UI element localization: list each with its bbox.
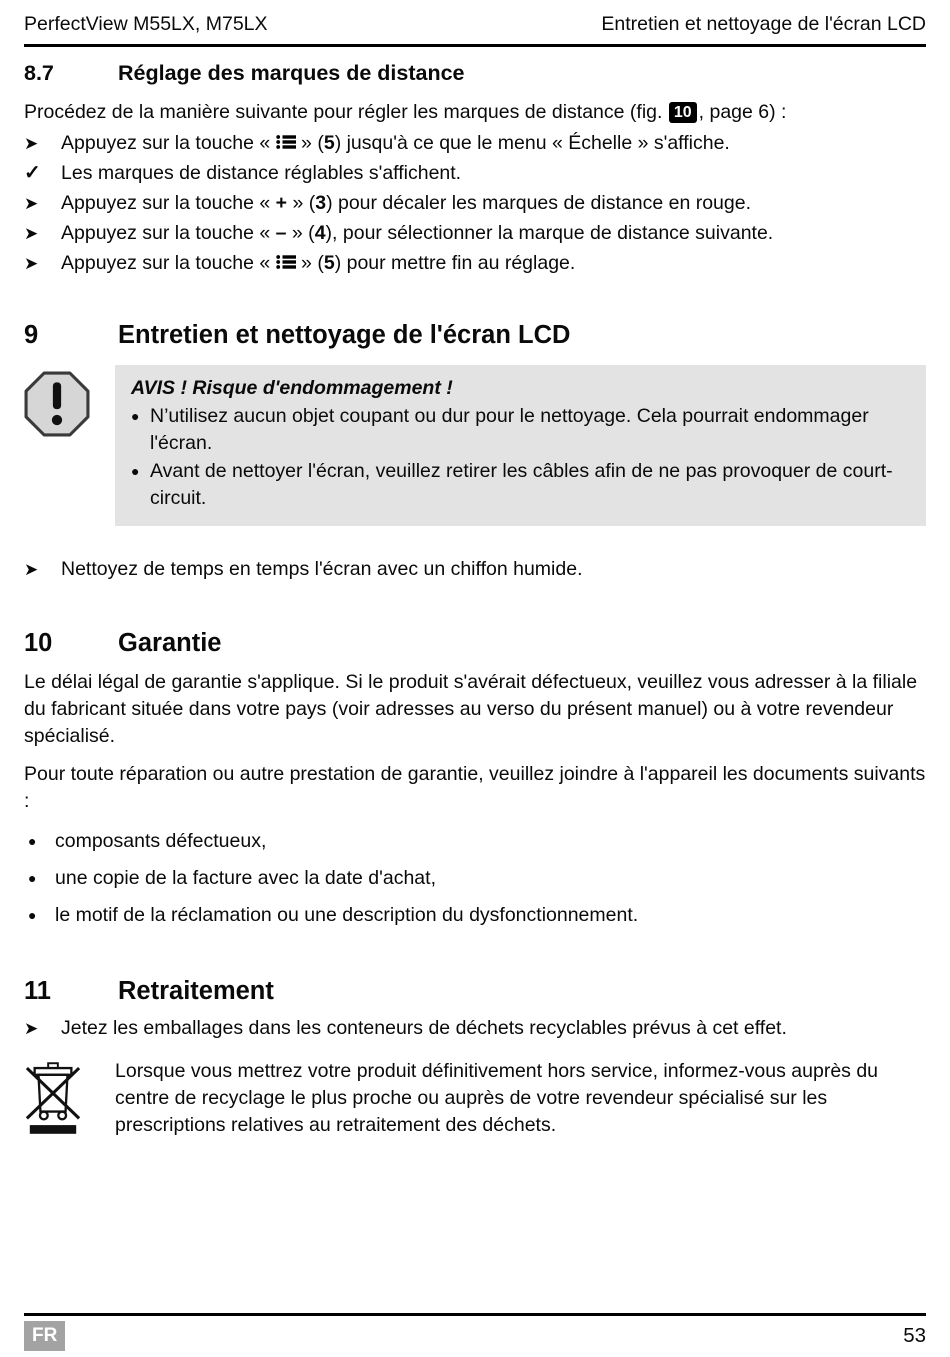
step-text-segment: ) jusqu'à ce que le menu « Échelle » s'affiche. [334,132,730,154]
section-10-heading [24,629,926,658]
list-item-text: composants défectueux, [55,830,267,852]
step-arrow-icon: ➤ [24,560,39,579]
section-number: 10 [24,629,53,657]
section-8-7-intro [24,99,926,126]
step-text-segment: » ( [287,192,316,214]
step-arrow-icon: ➤ [24,1019,39,1038]
intro-text-post: , page 6) : [698,101,787,123]
page-header [24,10,926,44]
menu-icon [276,254,296,270]
warning-octagon-icon [24,365,115,526]
warranty-paragraph-2: Pour toute réparation ou autre prestation de garantie, veuillez joindre à l'appareil les documents suivants : [24,763,926,812]
figure-number-badge: 10 [669,102,697,123]
step-text-segment: » ( [295,132,324,154]
list-item-text: le motif de la réclamation ou une description du dysfonctionnement. [55,904,639,926]
button-number: 4 [314,222,326,244]
notice-box [115,365,926,526]
button-number: 5 [323,252,335,274]
step-text [61,130,926,157]
bullet-icon: ● [28,907,37,923]
step-item [24,190,926,217]
footer-row [24,1321,926,1351]
step-text-segment: Appuyez sur la touche « [61,252,276,274]
language-badge: FR [24,1321,65,1351]
warranty-document-list [24,828,926,929]
list-item [24,865,926,892]
step-text [61,220,926,247]
step-arrow-icon: ➤ [24,134,39,153]
step-text-segment: ) pour décaler les marques de distance en rouge. [326,192,751,214]
section-title: Entretien et nettoyage de l'écran LCD [118,321,571,349]
bullet-icon: ● [131,408,140,424]
step-item [24,250,926,277]
step-item [24,130,926,157]
section-number: 8.7 [24,61,54,85]
section-number: 9 [24,321,39,349]
step-text: Les marques de distance réglables s'affichent. [61,162,462,184]
step-list [24,130,926,277]
section-8-7-heading [24,61,926,86]
step-text-segment: » ( [295,252,324,274]
section-title: Garantie [118,629,222,657]
page-footer [24,1313,926,1351]
button-number: 3 [315,192,327,214]
menu-icon [276,134,296,150]
section-title: Réglage des marques de distance [118,61,465,85]
list-item [24,902,926,929]
button-symbol: + [275,192,288,214]
step-arrow-icon: ➤ [24,194,39,213]
damage-notice [24,365,926,526]
header-rule [24,44,926,47]
button-symbol: – [275,222,287,244]
header-chapter-title: Entretien et nettoyage de l'écran LCD [601,13,926,35]
notice-item-text: N’utilisez aucun objet coupant ou dur pour le nettoyage. Cela pourrait endommager l'écran. [150,405,869,454]
bullet-icon: ● [28,833,37,849]
step-text: Nettoyez de temps en temps l'écran avec un chiffon humide. [61,558,583,580]
step-item [24,556,926,583]
button-number: 5 [323,132,335,154]
intro-text-pre: Procédez de la manière suivante pour régler les marques de distance (fig. [24,101,668,123]
step-text [61,190,926,217]
section-title: Retraitement [118,977,274,1005]
notice-item [131,403,910,457]
step-text-segment: Appuyez sur la touche « [61,192,276,214]
page-number: 53 [903,1324,926,1347]
header-model-title: PerfectView M55LX, M75LX [24,13,268,35]
step-text-segment: Appuyez sur la touche « [61,222,276,244]
footer-rule [24,1313,926,1316]
notice-title: AVIS ! Risque d'endommagement ! [131,377,453,399]
disposal-note [24,1058,926,1139]
step-text-segment: ) pour mettre fin au réglage. [334,252,576,274]
notice-item [131,458,910,512]
list-item [24,828,926,855]
step-text [61,250,926,277]
step-item [24,160,926,187]
crossed-out-wheelie-bin-icon [24,1058,115,1139]
step-item [24,220,926,247]
check-icon: ✓ [24,162,41,184]
step-text-segment: » ( [286,222,315,244]
step-arrow-icon: ➤ [24,254,39,273]
section-11-heading [24,977,926,1006]
bullet-icon: ● [28,870,37,886]
step-text: Jetez les emballages dans les conteneurs de déchets recyclables prévus à cet effet. [61,1017,787,1039]
step-item [24,1015,926,1042]
section-9-heading [24,321,926,350]
disposal-note-text: Lorsque vous mettrez votre produit définitivement hors service, informez-vous auprès du centre de recyclage le plus proche ou auprès de votre revendeur spécialisé sur les prescriptions relatives au retraitement des déchets. [115,1060,879,1136]
step-arrow-icon: ➤ [24,224,39,243]
step-text-segment: ), pour sélectionner la marque de distance suivante. [325,222,774,244]
notice-item-text: Avant de nettoyer l'écran, veuillez retirer les câbles afin de ne pas provoquer de court-circuit. [150,460,893,509]
section-number: 11 [24,977,51,1005]
warranty-paragraph-1: Le délai légal de garantie s'applique. Si le produit s'avérait défectueux, veuillez vous adresser à la filiale du fabricant située dans votre pays (voir adresses au verso du présent manuel) ou à votre revendeur spécialisé. [24,671,918,747]
list-item-text: une copie de la facture avec la date d'achat, [55,867,436,889]
bullet-icon: ● [131,463,140,479]
step-text-segment: Appuyez sur la touche « [61,132,276,154]
